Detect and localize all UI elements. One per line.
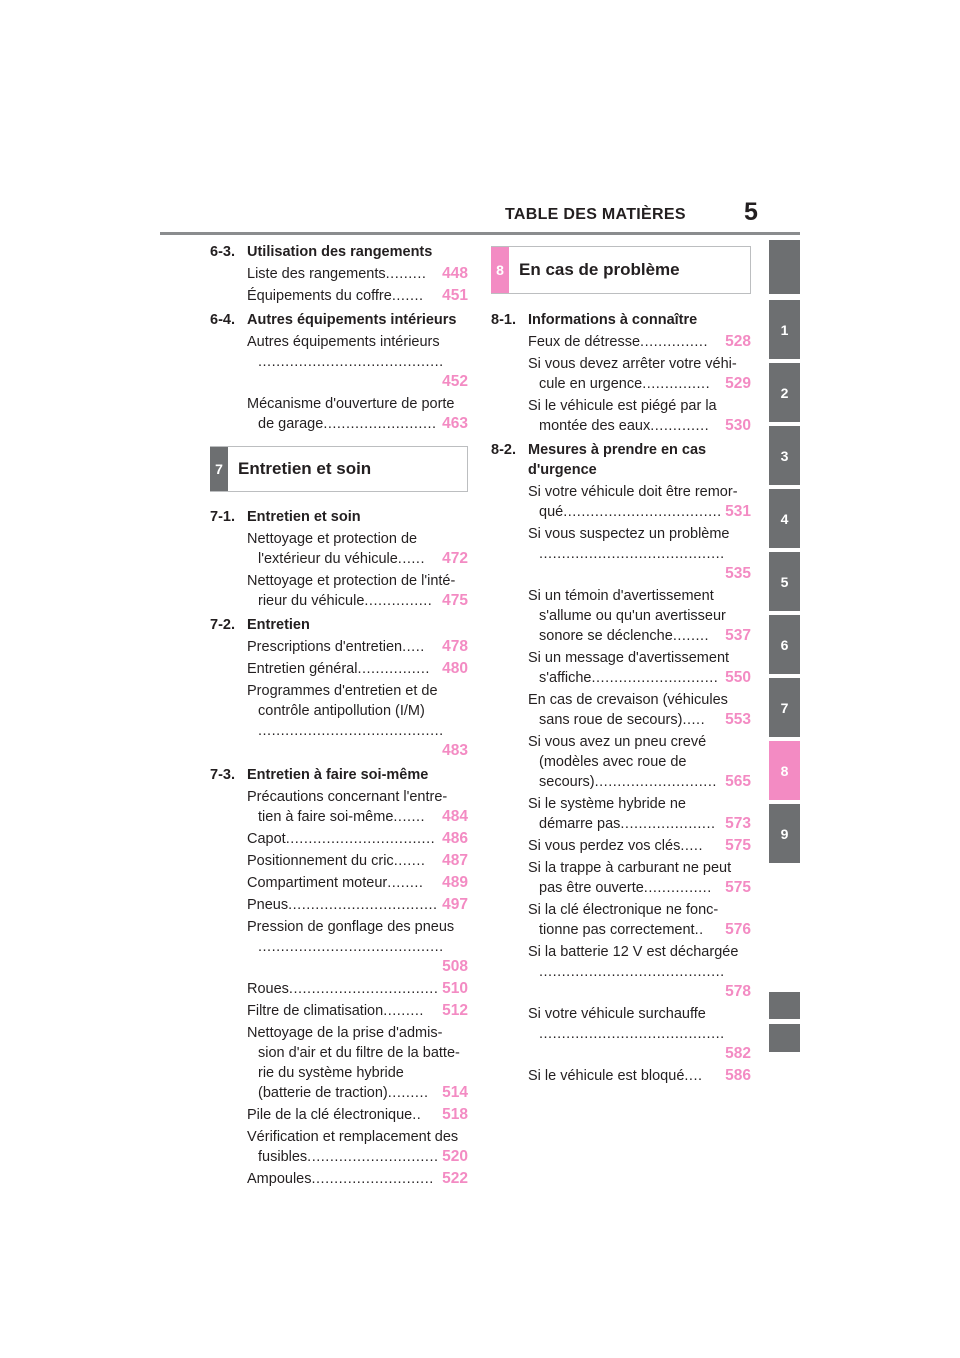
section-title: Entretien — [247, 617, 310, 633]
page-link[interactable]: 537 — [725, 627, 751, 644]
page-link[interactable]: 514 — [442, 1084, 468, 1101]
toc-entry[interactable]: Nettoyage de la prise d'admis- sion d'air et du filtre de la batte- rie du système hybride (batterie de traction)......... 514 — [247, 1025, 468, 1101]
section-heading — [491, 440, 751, 460]
chapter-tab-index-b[interactable] — [769, 1024, 800, 1052]
page-link[interactable]: 582 — [725, 1045, 751, 1062]
toc-entry[interactable]: Si vous perdez vos clés..... 575 — [528, 837, 751, 854]
chapter-tab-6[interactable]: 6 — [769, 615, 800, 674]
toc-entry[interactable]: Mécanisme d'ouverture de porte de garage......................... 463 — [247, 396, 468, 432]
page-link[interactable]: 484 — [442, 808, 468, 825]
chapter-tab-4[interactable]: 4 — [769, 489, 800, 548]
toc-section-6-3 — [210, 242, 468, 306]
page-link[interactable]: 553 — [725, 711, 751, 728]
page-link[interactable]: 550 — [725, 669, 751, 686]
toc-entry[interactable]: Capot................................. 486 — [247, 830, 468, 847]
section-number: 7-3. — [210, 767, 235, 783]
page-link[interactable]: 448 — [442, 265, 468, 282]
section-title: Informations à connaître — [528, 312, 698, 328]
section-number: 8-2. — [491, 442, 516, 458]
chapter-tab-1[interactable]: 1 — [769, 300, 800, 359]
page-link[interactable]: 478 — [442, 638, 468, 655]
toc-entry[interactable]: En cas de crevaison (véhicules sans roue de secours)..... 553 — [528, 692, 751, 728]
header-title: TABLE DES MATIÈRES — [505, 206, 686, 223]
page-link[interactable]: 508 — [442, 958, 468, 975]
page-link[interactable]: 512 — [442, 1002, 468, 1019]
page-link[interactable]: 451 — [442, 287, 468, 304]
page-link[interactable]: 575 — [725, 879, 751, 896]
page-link[interactable]: 475 — [442, 592, 468, 609]
page-link[interactable]: 528 — [725, 333, 751, 350]
toc-entry[interactable]: Pile de la clé électronique.. 518 — [247, 1106, 468, 1123]
page-link[interactable]: 487 — [442, 852, 468, 869]
page-link[interactable]: 472 — [442, 550, 468, 567]
toc-entry[interactable]: Ampoules........................... 522 — [247, 1170, 468, 1187]
page-link[interactable]: 522 — [442, 1170, 468, 1187]
section-heading-cont: d'urgence — [528, 462, 597, 478]
page-link[interactable]: 575 — [725, 837, 751, 854]
page-link[interactable]: 576 — [725, 921, 751, 938]
section-title: Entretien à faire soi-même — [247, 767, 429, 783]
toc-entry[interactable]: Si la batterie 12 V est déchargée ......................................... 578 — [528, 944, 751, 1000]
page-link[interactable]: 480 — [442, 660, 468, 677]
toc-entry[interactable]: Feux de détresse............... 528 — [528, 333, 751, 350]
section-heading — [210, 242, 468, 262]
chapter-title: Entretien et soin — [238, 459, 372, 478]
section-title: Entretien et soin — [247, 509, 361, 525]
page-link[interactable]: 497 — [442, 896, 468, 913]
toc-entry[interactable]: Si le système hybride ne démarre pas..................... 573 — [528, 796, 751, 832]
toc-section-7-3 — [210, 765, 468, 1189]
toc-entry[interactable]: Si vous suspectez un problème ......................................... 535 — [528, 526, 751, 582]
page-link[interactable]: 463 — [442, 415, 468, 432]
page-link[interactable]: 510 — [442, 980, 468, 997]
section-heading — [210, 310, 468, 330]
toc-section-8-1 — [491, 310, 751, 436]
toc-entry[interactable]: Pression de gonflage des pneus ......................................... 508 — [247, 919, 468, 975]
chapter-heading-8[interactable] — [491, 246, 751, 294]
chapter-tab-7[interactable]: 7 — [769, 678, 800, 737]
toc-entry[interactable]: Prescriptions d'entretien..... 478 — [247, 638, 468, 655]
page-number: 5 — [744, 198, 758, 226]
toc-entry[interactable]: Si le véhicule est bloqué.... 586 — [528, 1067, 751, 1084]
toc-entry[interactable]: Programmes d'entretien et de contrôle antipollution (I/M) ......................................... 483 — [247, 683, 468, 759]
chapter-heading-7[interactable] — [210, 446, 468, 492]
section-number: 6-3. — [210, 244, 235, 260]
toc-entry[interactable]: Équipements du coffre....... 451 — [247, 287, 468, 304]
toc-entry[interactable]: Liste des rangements......... 448 — [247, 265, 468, 282]
page-link[interactable]: 530 — [725, 417, 751, 434]
chapter-number: 7 — [210, 447, 228, 491]
page-link[interactable]: 535 — [725, 565, 751, 582]
page-link[interactable]: 573 — [725, 815, 751, 832]
toc-entry[interactable]: Nettoyage et protection de l'inté- rieur du véhicule............... 475 — [247, 573, 468, 609]
toc-section-7-2 — [210, 615, 468, 761]
page-link[interactable]: 586 — [725, 1067, 751, 1084]
toc-entry[interactable]: Si votre véhicule doit être remor- qué................................... 531 — [528, 484, 751, 520]
toc-entry[interactable]: Si un message d'avertissement s'affiche............................ 550 — [528, 650, 751, 686]
page-link[interactable]: 486 — [442, 830, 468, 847]
toc-entry[interactable]: Si votre véhicule surchauffe ......................................... 582 — [528, 1006, 751, 1062]
chapter-title: En cas de problème — [519, 260, 680, 279]
toc-entry[interactable]: Entretien général................ 480 — [247, 660, 468, 677]
section-heading — [210, 507, 468, 527]
toc-section-7-1 — [210, 507, 468, 611]
section-heading — [210, 615, 468, 635]
page-link[interactable]: 452 — [442, 373, 468, 390]
toc-section-8-2 — [491, 440, 751, 1086]
toc-entry[interactable]: Si vous avez un pneu crevé (modèles avec roue de secours)........................... 565 — [528, 734, 751, 790]
page-link[interactable]: 489 — [442, 874, 468, 891]
chapter-tab-5[interactable]: 5 — [769, 552, 800, 611]
toc-entry[interactable]: Si vous devez arrêter votre véhi- cule en urgence............... 529 — [528, 356, 751, 392]
chapter-tab-blank[interactable] — [769, 240, 800, 294]
toc-entry[interactable]: Si la trappe à carburant ne peut pas être ouverte............... 575 — [528, 860, 751, 896]
toc-entry[interactable]: Nettoyage et protection de l'extérieur du véhicule...... 472 — [247, 531, 468, 567]
toc-entry[interactable]: Compartiment moteur........ 489 — [247, 874, 468, 891]
toc-entry[interactable]: Précautions concernant l'entre- tien à faire soi-même....... 484 — [247, 789, 468, 825]
toc-left-column — [210, 242, 468, 1189]
section-title: Autres équipements intérieurs — [247, 312, 457, 328]
chapter-tab-index-a[interactable] — [769, 992, 800, 1019]
page-link[interactable]: 520 — [442, 1148, 468, 1165]
chapter-tab-2[interactable]: 2 — [769, 363, 800, 422]
toc-entry[interactable]: Si un témoin d'avertissement s'allume ou qu'un avertisseur sonore se déclenche........ 537 — [528, 588, 751, 644]
toc-entry[interactable]: Filtre de climatisation......... 512 — [247, 1002, 468, 1019]
chapter-tab-3[interactable]: 3 — [769, 426, 800, 485]
page-link[interactable]: 578 — [725, 983, 751, 1000]
chapter-tab-9[interactable]: 9 — [769, 804, 800, 863]
header-divider — [160, 232, 800, 235]
toc-entry[interactable]: Positionnement du cric....... 487 — [247, 852, 468, 869]
section-title: Mesures à prendre en cas — [528, 442, 707, 458]
toc-entry[interactable]: Vérification et remplacement des fusibles............................. 520 — [247, 1129, 468, 1165]
section-heading — [210, 765, 468, 785]
section-number: 7-2. — [210, 617, 235, 633]
page-link[interactable]: 529 — [725, 375, 751, 392]
section-number: 6-4. — [210, 312, 235, 328]
section-title: Utilisation des rangements — [247, 244, 433, 260]
page-link[interactable]: 565 — [725, 773, 751, 790]
page-link[interactable]: 531 — [725, 503, 751, 520]
toc-entry[interactable]: Pneus................................. 497 — [247, 896, 468, 913]
toc-entry[interactable]: Roues................................. 510 — [247, 980, 468, 997]
section-heading — [491, 310, 751, 330]
page-link[interactable]: 483 — [442, 742, 468, 759]
toc-entry[interactable]: Autres équipements intérieurs ......................................... 452 — [247, 334, 468, 390]
chapter-tab-8[interactable]: 8 — [769, 741, 800, 800]
chapter-number: 8 — [491, 247, 509, 293]
toc-section-6-4 — [210, 310, 468, 434]
toc-entry[interactable]: Si la clé électronique ne fonc- tionne pas correctement.. 576 — [528, 902, 751, 938]
toc-right-column — [491, 242, 751, 1086]
section-number: 8-1. — [491, 312, 516, 328]
toc-entry[interactable]: Si le véhicule est piégé par la montée des eaux............. 530 — [528, 398, 751, 434]
page-link[interactable]: 518 — [442, 1106, 468, 1123]
section-number: 7-1. — [210, 509, 235, 525]
